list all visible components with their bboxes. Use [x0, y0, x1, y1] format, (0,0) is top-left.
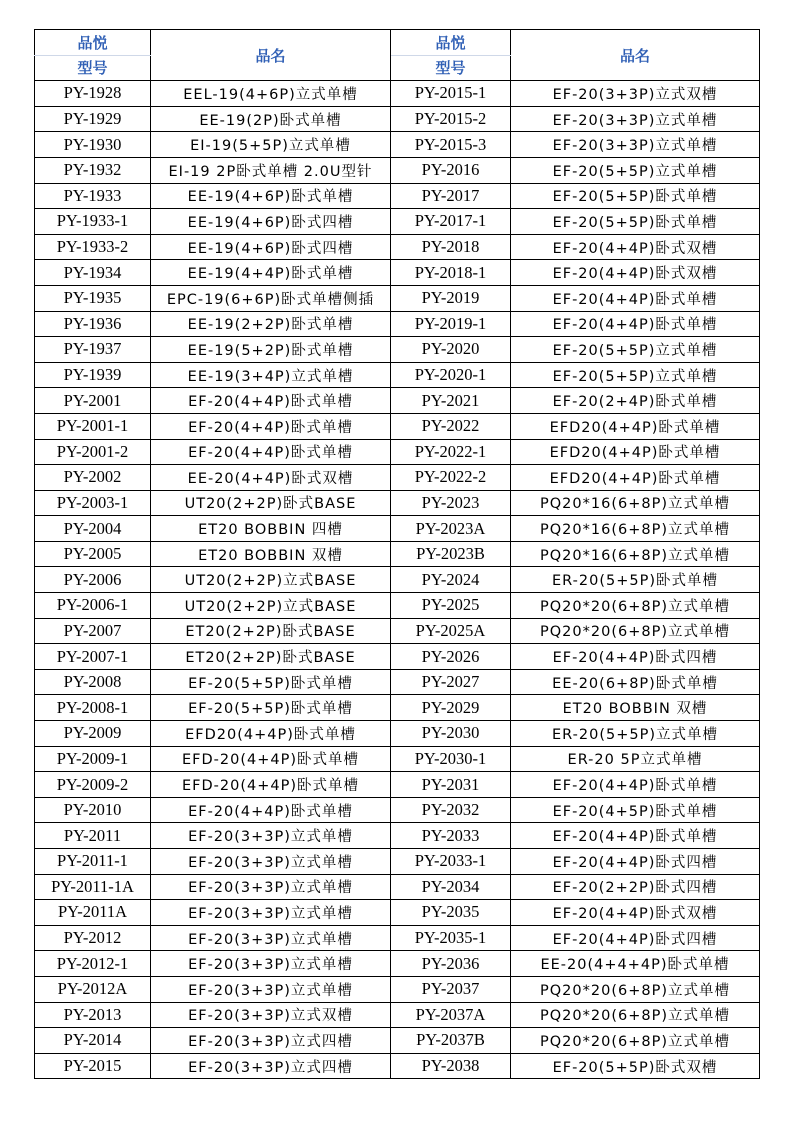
model-right-cell: PY-2018: [391, 234, 511, 260]
model-right-cell: PY-2015-1: [391, 81, 511, 107]
name-right-cell: ER-20(5+5P)立式单槽: [511, 721, 760, 747]
table-row: [35, 388, 760, 414]
name-right-cell: EF-20(4+4P)卧式单槽: [511, 772, 760, 798]
name-right-cell: EF-20(4+4P)卧式单槽: [511, 311, 760, 337]
name-left-cell: EE-19(4+6P)卧式四槽: [151, 234, 391, 260]
model-left-cell: PY-2004: [35, 516, 151, 542]
table-row: [35, 362, 760, 388]
name-right-cell: EF-20(4+5P)卧式单槽: [511, 797, 760, 823]
table-row: [35, 1028, 760, 1054]
model-left-cell: PY-2001: [35, 388, 151, 414]
name-right-cell: EE-20(4+4+4P)卧式单槽: [511, 951, 760, 977]
table-row: [35, 285, 760, 311]
model-left-cell: PY-2003-1: [35, 490, 151, 516]
table-row: [35, 413, 760, 439]
name-header-left: 品名: [151, 30, 391, 81]
model-left-cell: PY-2007: [35, 618, 151, 644]
name-left-cell: EF-20(4+4P)卧式单槽: [151, 439, 391, 465]
model-right-cell: PY-2027: [391, 669, 511, 695]
name-right-cell: PQ20*20(6+8P)立式单槽: [511, 1002, 760, 1028]
name-right-cell: PQ20*16(6+8P)立式单槽: [511, 541, 760, 567]
name-right-cell: ET20 BOBBIN 双槽: [511, 695, 760, 721]
name-left-cell: EF-20(5+5P)卧式单槽: [151, 695, 391, 721]
table-row: [35, 567, 760, 593]
table-row: [35, 1002, 760, 1028]
table-row: [35, 209, 760, 235]
name-left-cell: EF-20(4+4P)卧式单槽: [151, 388, 391, 414]
name-right-cell: EFD20(4+4P)卧式单槽: [511, 413, 760, 439]
model-header-label-right: 型号: [391, 55, 511, 81]
model-left-cell: PY-2009: [35, 721, 151, 747]
model-right-cell: PY-2038: [391, 1053, 511, 1079]
model-left-cell: PY-2009-2: [35, 772, 151, 798]
model-left-cell: PY-1934: [35, 260, 151, 286]
name-right-cell: EF-20(4+4P)卧式四槽: [511, 925, 760, 951]
name-right-cell: EF-20(3+3P)立式单槽: [511, 132, 760, 158]
name-right-cell: EF-20(4+4P)卧式双槽: [511, 900, 760, 926]
table-row: [35, 132, 760, 158]
model-left-cell: PY-2001-2: [35, 439, 151, 465]
model-right-cell: PY-2026: [391, 644, 511, 670]
model-left-cell: PY-2001-1: [35, 413, 151, 439]
model-left-cell: PY-2006-1: [35, 593, 151, 619]
name-left-cell: EF-20(3+3P)立式单槽: [151, 925, 391, 951]
name-left-cell: ET20(2+2P)卧式BASE: [151, 644, 391, 670]
table-row: [35, 106, 760, 132]
table-row: [35, 311, 760, 337]
name-left-cell: EF-20(3+3P)立式四槽: [151, 1028, 391, 1054]
model-left-cell: PY-2011: [35, 823, 151, 849]
name-right-cell: EF-20(4+4P)卧式单槽: [511, 285, 760, 311]
name-right-cell: EF-20(4+4P)卧式四槽: [511, 849, 760, 875]
model-right-cell: PY-2023: [391, 490, 511, 516]
model-right-cell: PY-2032: [391, 797, 511, 823]
model-left-cell: PY-2009-1: [35, 746, 151, 772]
model-left-cell: PY-1929: [35, 106, 151, 132]
name-right-cell: EF-20(5+5P)立式单槽: [511, 157, 760, 183]
model-left-cell: PY-2012: [35, 925, 151, 951]
model-left-cell: PY-2011-1A: [35, 874, 151, 900]
name-right-cell: EFD20(4+4P)卧式单槽: [511, 465, 760, 491]
table-row: [35, 541, 760, 567]
model-left-cell: PY-1937: [35, 337, 151, 363]
model-right-cell: PY-2015-3: [391, 132, 511, 158]
name-right-cell: ER-20 5P立式单槽: [511, 746, 760, 772]
table-row: [35, 746, 760, 772]
name-left-cell: EE-20(4+4P)卧式双槽: [151, 465, 391, 491]
name-right-cell: PQ20*20(6+8P)立式单槽: [511, 593, 760, 619]
table-row: [35, 490, 760, 516]
name-left-cell: EF-20(4+4P)卧式单槽: [151, 797, 391, 823]
model-right-cell: PY-2033: [391, 823, 511, 849]
model-right-cell: PY-2029: [391, 695, 511, 721]
name-left-cell: EEL-19(4+6P)立式单槽: [151, 81, 391, 107]
name-right-cell: PQ20*20(6+8P)立式单槽: [511, 976, 760, 1002]
table-row: [35, 976, 760, 1002]
name-left-cell: UT20(2+2P)立式BASE: [151, 593, 391, 619]
model-right-cell: PY-2017: [391, 183, 511, 209]
model-left-cell: PY-2012A: [35, 976, 151, 1002]
model-left-cell: PY-2011A: [35, 900, 151, 926]
name-right-cell: EF-20(5+5P)卧式单槽: [511, 209, 760, 235]
table-row: [35, 721, 760, 747]
table-row: [35, 900, 760, 926]
table-row: [35, 260, 760, 286]
name-left-cell: EFD-20(4+4P)卧式单槽: [151, 746, 391, 772]
table-row: [35, 157, 760, 183]
model-right-cell: PY-2033-1: [391, 849, 511, 875]
name-right-cell: EE-20(6+8P)卧式单槽: [511, 669, 760, 695]
table-row: [35, 644, 760, 670]
model-right-cell: PY-2020-1: [391, 362, 511, 388]
table-row: [35, 516, 760, 542]
name-right-cell: PQ20*20(6+8P)立式单槽: [511, 618, 760, 644]
model-right-cell: PY-2036: [391, 951, 511, 977]
name-left-cell: EF-20(5+5P)卧式单槽: [151, 669, 391, 695]
model-right-cell: PY-2030: [391, 721, 511, 747]
name-right-cell: ER-20(5+5P)卧式单槽: [511, 567, 760, 593]
model-left-cell: PY-2002: [35, 465, 151, 491]
model-left-cell: PY-2014: [35, 1028, 151, 1054]
table-header: [35, 30, 760, 81]
model-right-cell: PY-2025: [391, 593, 511, 619]
model-right-cell: PY-2030-1: [391, 746, 511, 772]
model-left-cell: PY-1932: [35, 157, 151, 183]
model-left-cell: PY-2007-1: [35, 644, 151, 670]
name-right-cell: PQ20*20(6+8P)立式单槽: [511, 1028, 760, 1054]
model-right-cell: PY-2019: [391, 285, 511, 311]
table-row: [35, 925, 760, 951]
model-right-cell: PY-2034: [391, 874, 511, 900]
model-left-cell: PY-2005: [35, 541, 151, 567]
name-left-cell: EI-19 2P卧式单槽 2.0U型针: [151, 157, 391, 183]
table-row: [35, 183, 760, 209]
table-row: [35, 951, 760, 977]
name-left-cell: EF-20(3+3P)立式双槽: [151, 1002, 391, 1028]
model-left-cell: PY-1930: [35, 132, 151, 158]
name-right-cell: EF-20(5+5P)卧式单槽: [511, 183, 760, 209]
name-left-cell: EF-20(3+3P)立式单槽: [151, 900, 391, 926]
name-left-cell: EF-20(3+3P)立式单槽: [151, 951, 391, 977]
table-row: [35, 874, 760, 900]
model-left-cell: PY-1933-2: [35, 234, 151, 260]
model-right-cell: PY-2037: [391, 976, 511, 1002]
model-right-cell: PY-2031: [391, 772, 511, 798]
model-right-cell: PY-2017-1: [391, 209, 511, 235]
name-left-cell: EE-19(4+4P)卧式单槽: [151, 260, 391, 286]
model-right-cell: PY-2037A: [391, 1002, 511, 1028]
name-left-cell: EF-20(3+3P)立式单槽: [151, 874, 391, 900]
model-left-cell: PY-1933-1: [35, 209, 151, 235]
name-left-cell: EF-20(3+3P)立式单槽: [151, 849, 391, 875]
model-header-brand-right: 品悦: [391, 30, 511, 56]
table-row: [35, 695, 760, 721]
name-right-cell: EF-20(5+5P)卧式双槽: [511, 1053, 760, 1079]
model-right-cell: PY-2025A: [391, 618, 511, 644]
table-row: [35, 1053, 760, 1079]
model-right-cell: PY-2024: [391, 567, 511, 593]
name-right-cell: EF-20(5+5P)立式单槽: [511, 337, 760, 363]
name-left-cell: EE-19(4+6P)卧式单槽: [151, 183, 391, 209]
name-right-cell: PQ20*16(6+8P)立式单槽: [511, 490, 760, 516]
model-left-cell: PY-2015: [35, 1053, 151, 1079]
name-header-right: 品名: [511, 30, 760, 81]
model-right-cell: PY-2016: [391, 157, 511, 183]
model-right-cell: PY-2023B: [391, 541, 511, 567]
name-left-cell: EPC-19(6+6P)卧式单槽侧插: [151, 285, 391, 311]
name-left-cell: EI-19(5+5P)立式单槽: [151, 132, 391, 158]
table-row: [35, 337, 760, 363]
name-right-cell: EF-20(4+4P)卧式双槽: [511, 234, 760, 260]
table-row: [35, 465, 760, 491]
name-left-cell: EF-20(3+3P)立式单槽: [151, 823, 391, 849]
model-left-cell: PY-1936: [35, 311, 151, 337]
name-left-cell: ET20 BOBBIN 四槽: [151, 516, 391, 542]
model-left-cell: PY-1928: [35, 81, 151, 107]
product-catalog-table: [34, 29, 760, 1079]
name-left-cell: EF-20(4+4P)卧式单槽: [151, 413, 391, 439]
table-body: [35, 81, 760, 1079]
table-row: [35, 618, 760, 644]
name-left-cell: UT20(2+2P)立式BASE: [151, 567, 391, 593]
name-left-cell: EE-19(5+2P)卧式单槽: [151, 337, 391, 363]
name-right-cell: EFD20(4+4P)卧式单槽: [511, 439, 760, 465]
table-row: [35, 593, 760, 619]
name-right-cell: EF-20(4+4P)卧式单槽: [511, 823, 760, 849]
header-row-top: [35, 30, 760, 56]
name-left-cell: EF-20(3+3P)立式单槽: [151, 976, 391, 1002]
model-left-cell: PY-2010: [35, 797, 151, 823]
model-left-cell: PY-2012-1: [35, 951, 151, 977]
model-right-cell: PY-2023A: [391, 516, 511, 542]
table-row: [35, 797, 760, 823]
model-right-cell: PY-2018-1: [391, 260, 511, 286]
table-row: [35, 81, 760, 107]
model-header-brand-left: 品悦: [35, 30, 151, 56]
name-right-cell: EF-20(4+4P)卧式双槽: [511, 260, 760, 286]
table-row: [35, 823, 760, 849]
name-left-cell: EE-19(3+4P)立式单槽: [151, 362, 391, 388]
table-row: [35, 849, 760, 875]
model-right-cell: PY-2020: [391, 337, 511, 363]
table-row: [35, 772, 760, 798]
model-right-cell: PY-2021: [391, 388, 511, 414]
name-right-cell: EF-20(3+3P)立式单槽: [511, 106, 760, 132]
name-left-cell: EFD-20(4+4P)卧式单槽: [151, 772, 391, 798]
name-left-cell: EE-19(2+2P)卧式单槽: [151, 311, 391, 337]
model-left-cell: PY-2008: [35, 669, 151, 695]
model-right-cell: PY-2035-1: [391, 925, 511, 951]
model-right-cell: PY-2015-2: [391, 106, 511, 132]
model-left-cell: PY-2013: [35, 1002, 151, 1028]
model-left-cell: PY-1933: [35, 183, 151, 209]
name-right-cell: EF-20(2+2P)卧式四槽: [511, 874, 760, 900]
name-left-cell: EE-19(4+6P)卧式四槽: [151, 209, 391, 235]
name-left-cell: ET20(2+2P)卧式BASE: [151, 618, 391, 644]
model-right-cell: PY-2037B: [391, 1028, 511, 1054]
model-right-cell: PY-2022-2: [391, 465, 511, 491]
name-right-cell: EF-20(3+3P)立式双槽: [511, 81, 760, 107]
name-left-cell: ET20 BOBBIN 双槽: [151, 541, 391, 567]
model-header-label-left: 型号: [35, 55, 151, 81]
model-left-cell: PY-1939: [35, 362, 151, 388]
name-left-cell: UT20(2+2P)卧式BASE: [151, 490, 391, 516]
name-right-cell: PQ20*16(6+8P)立式单槽: [511, 516, 760, 542]
model-right-cell: PY-2022: [391, 413, 511, 439]
name-right-cell: EF-20(4+4P)卧式四槽: [511, 644, 760, 670]
name-right-cell: EF-20(5+5P)立式单槽: [511, 362, 760, 388]
table-row: [35, 669, 760, 695]
model-left-cell: PY-2008-1: [35, 695, 151, 721]
name-left-cell: EF-20(3+3P)立式四槽: [151, 1053, 391, 1079]
name-left-cell: EFD20(4+4P)卧式单槽: [151, 721, 391, 747]
name-left-cell: EE-19(2P)卧式单槽: [151, 106, 391, 132]
model-right-cell: PY-2035: [391, 900, 511, 926]
name-right-cell: EF-20(2+4P)卧式单槽: [511, 388, 760, 414]
model-right-cell: PY-2019-1: [391, 311, 511, 337]
table-row: [35, 234, 760, 260]
table-row: [35, 439, 760, 465]
model-left-cell: PY-2006: [35, 567, 151, 593]
model-left-cell: PY-2011-1: [35, 849, 151, 875]
model-left-cell: PY-1935: [35, 285, 151, 311]
model-right-cell: PY-2022-1: [391, 439, 511, 465]
